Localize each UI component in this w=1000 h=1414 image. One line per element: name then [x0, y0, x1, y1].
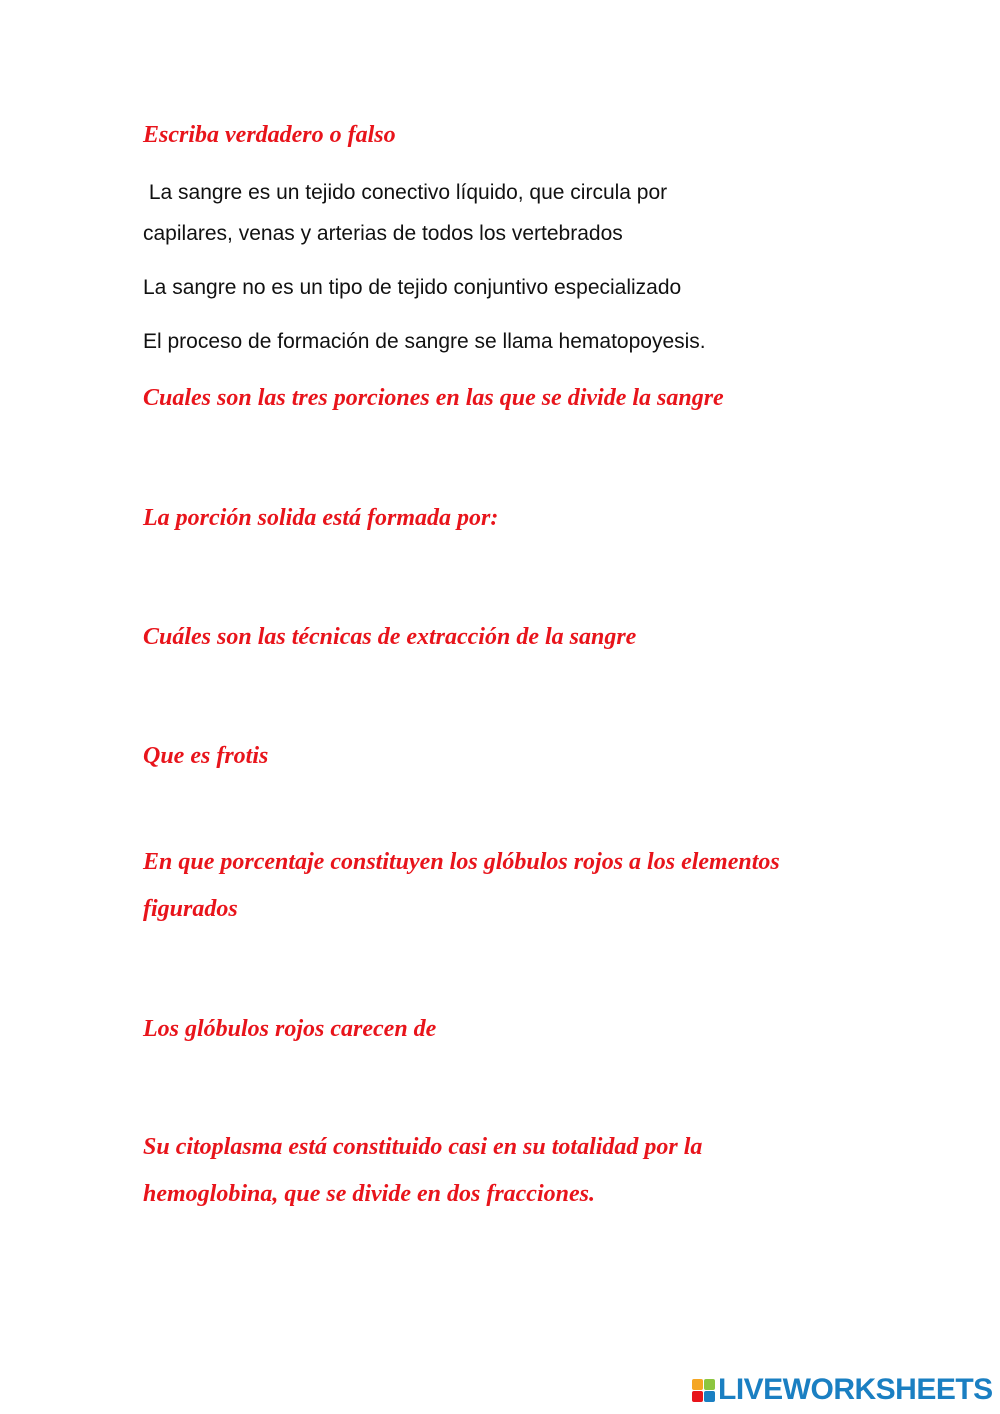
statement-2: La sangre no es un tipo de tejido conjuntivo especializado [143, 276, 682, 299]
liveworksheets-logo [692, 1372, 993, 1408]
question-5-line-1: En que porcentaje constituyen los glóbulos rojos a los elementos [143, 849, 780, 875]
statement-1-line-1: La sangre es un tejido conectivo líquido, que circula por [143, 181, 668, 204]
question-7-line-2: hemoglobina, que se divide en dos fracciones. [143, 1181, 595, 1207]
question-2: La porción solida está formada por: [143, 505, 499, 531]
section-heading-true-false: Escriba verdadero o falso [143, 122, 396, 148]
statement-1-line-2: capilares, venas y arterias de todos los vertebrados [143, 222, 623, 245]
question-4: Que es frotis [143, 743, 269, 769]
question-5-line-2: figurados [143, 896, 238, 922]
liveworksheets-logo-icon [692, 1379, 715, 1402]
question-6: Los glóbulos rojos carecen de [143, 1016, 437, 1042]
question-7-line-1: Su citoplasma está constituido casi en su totalidad por la [143, 1134, 703, 1160]
question-1: Cuales son las tres porciones en las que se divide la sangre [143, 385, 724, 411]
liveworksheets-logo-text: LIVEWORKSHEETS [718, 1373, 993, 1406]
statement-3: El proceso de formación de sangre se llama hematopoyesis. [143, 330, 706, 353]
question-3: Cuáles son las técnicas de extracción de la sangre [143, 624, 637, 650]
